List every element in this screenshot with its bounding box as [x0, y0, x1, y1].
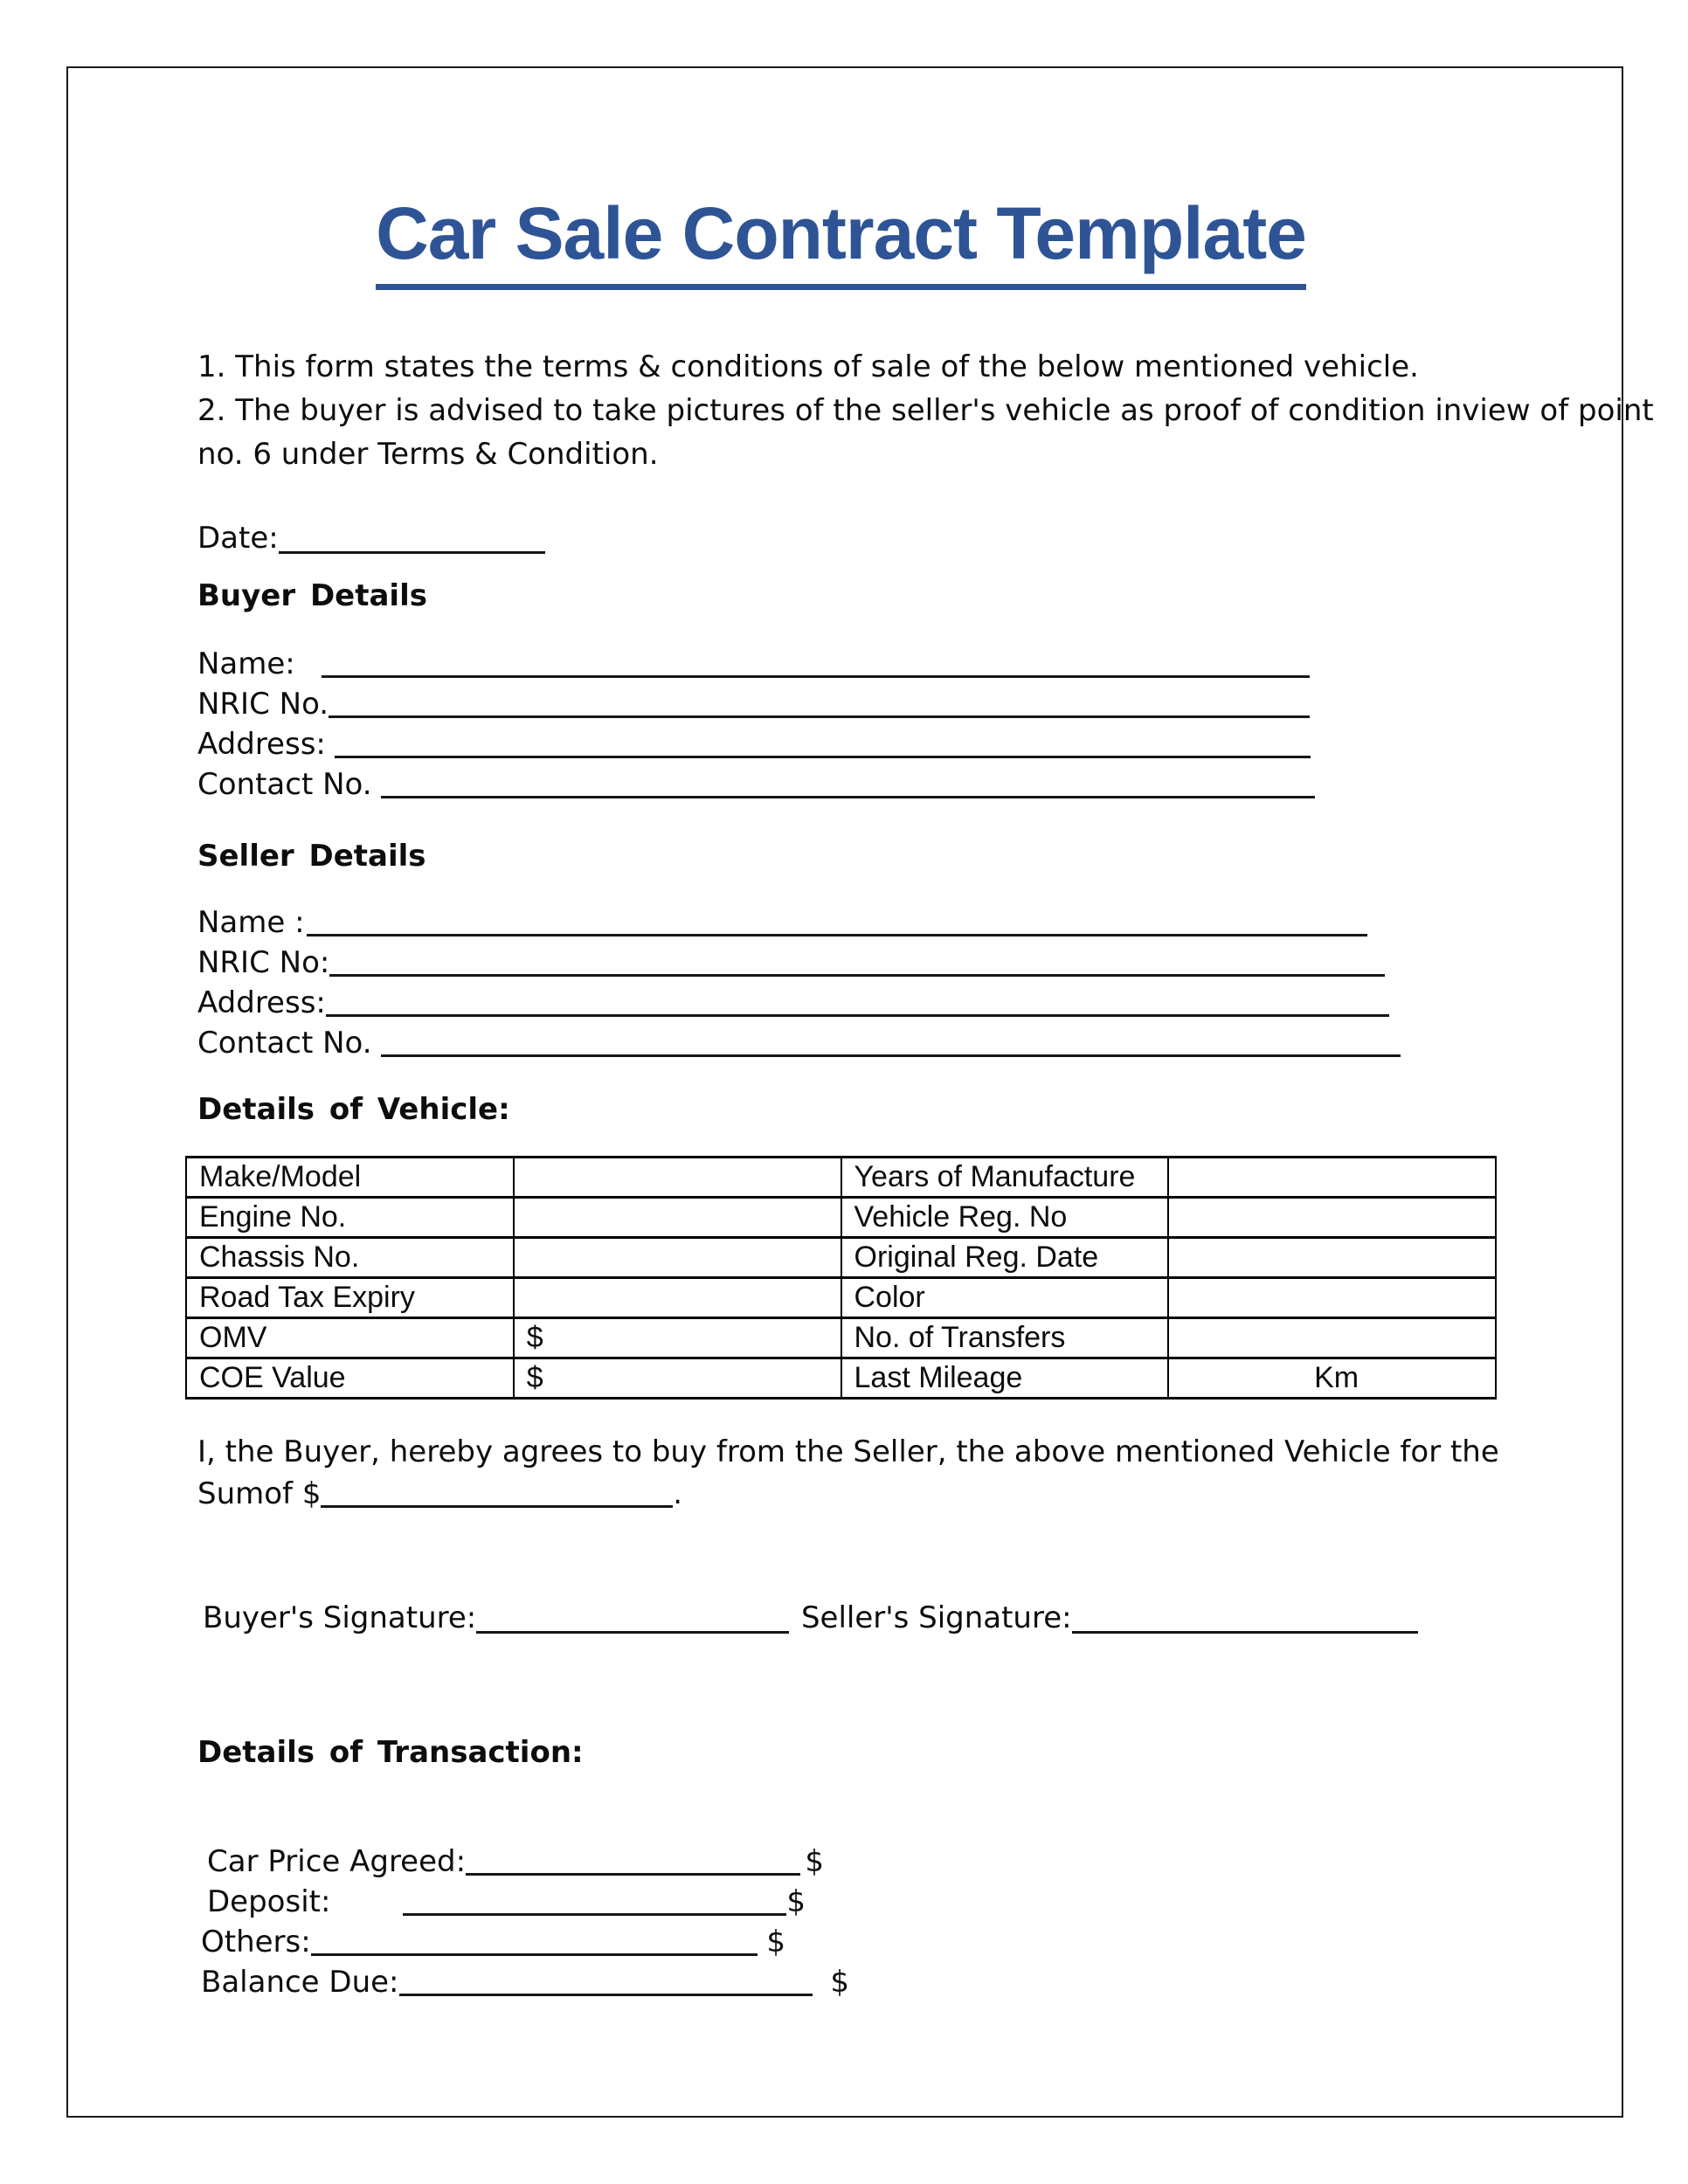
vehicle-details-table	[185, 1156, 1497, 1400]
vehicle-reg-no-label: Vehicle Reg. No	[841, 1198, 1169, 1238]
buyer-signature-input-line[interactable]	[476, 1596, 789, 1634]
buyer-fields	[185, 644, 1497, 805]
others-input-line[interactable]	[311, 1922, 758, 1956]
intro-item-2-line-1: 2. The buyer is advised to take pictures of the seller's vehicle as proof of condition inview of point	[197, 393, 1654, 428]
buyer-name-input-line[interactable]	[322, 644, 1310, 678]
seller-contact-input-line[interactable]	[381, 1023, 1401, 1057]
vehicle-chassis-label: Chassis No.	[186, 1238, 514, 1278]
seller-contact-label: Contact No.	[197, 1026, 372, 1061]
sum-input-line[interactable]	[321, 1473, 673, 1508]
balance-due-label: Balance Due:	[201, 1965, 399, 2000]
agreement-sum-row	[197, 1473, 682, 1515]
seller-address-row	[197, 983, 1389, 1023]
table-row	[186, 1198, 1496, 1238]
buyer-name-label: Name:	[197, 646, 295, 681]
vehicle-color-label: Color	[841, 1278, 1169, 1318]
deposit-row	[185, 1882, 806, 1922]
vehicle-engine-label: Engine No.	[186, 1198, 514, 1238]
seller-nric-row	[197, 943, 1385, 983]
car-price-row	[185, 1842, 824, 1882]
vehicle-road-tax-label: Road Tax Expiry	[186, 1278, 514, 1318]
vehicle-reg-no-value-cell[interactable]	[1168, 1198, 1496, 1238]
seller-contact-row	[197, 1023, 1401, 1063]
seller-name-label: Name :	[197, 905, 305, 940]
vehicle-make-model-value-cell[interactable]	[514, 1158, 841, 1198]
others-label: Others:	[201, 1925, 311, 1959]
seller-signature-label: Seller's Signature:	[800, 1600, 1072, 1635]
intro-item-1: 1. This form states the terms & conditions of sale of the below mentioned vehicle.	[197, 349, 1419, 384]
seller-signature-input-line[interactable]	[1072, 1596, 1418, 1634]
vehicle-year-label: Years of Manufacture	[841, 1158, 1169, 1198]
buyer-address-label: Address:	[197, 727, 326, 762]
vehicle-color-value-cell[interactable]	[1168, 1278, 1496, 1318]
vehicle-engine-value-cell[interactable]	[514, 1198, 841, 1238]
others-row	[185, 1922, 785, 1962]
buyer-address-input-line[interactable]	[335, 724, 1311, 758]
balance-due-currency: $	[830, 1965, 849, 2000]
agreement-statement	[185, 1431, 1497, 1515]
table-row	[186, 1278, 1496, 1318]
balance-due-row	[185, 1962, 849, 2002]
others-currency: $	[766, 1925, 785, 1959]
contract-content	[185, 0, 1654, 2002]
agreement-line-1: I, the Buyer, hereby agrees to buy from the Seller, the above mentioned Vehicle for the	[197, 1434, 1499, 1469]
car-price-label: Car Price Agreed:	[207, 1844, 467, 1879]
buyer-address-row	[197, 724, 1311, 764]
vehicle-mileage-value-cell[interactable]: Km	[1168, 1358, 1496, 1399]
sum-period: .	[673, 1476, 682, 1511]
date-row	[185, 516, 545, 560]
intro-notes	[185, 345, 1654, 476]
car-price-currency: $	[805, 1844, 824, 1879]
buyer-contact-input-line[interactable]	[381, 764, 1315, 798]
vehicle-orig-reg-date-value-cell[interactable]	[1168, 1238, 1496, 1278]
deposit-gap	[330, 1882, 403, 1922]
vehicle-year-value-cell[interactable]	[1168, 1158, 1496, 1198]
seller-address-label: Address:	[197, 985, 326, 1020]
buyer-details-heading: Buyer Details	[197, 578, 427, 613]
seller-nric-input-line[interactable]	[329, 943, 1385, 977]
seller-name-row	[197, 902, 1367, 943]
seller-address-input-line[interactable]	[326, 983, 1389, 1017]
buyer-signature-label: Buyer's Signature:	[203, 1600, 477, 1635]
transaction-details-heading: Details of Transaction:	[197, 1735, 584, 1770]
seller-details-heading: Seller Details	[197, 839, 426, 874]
vehicle-make-model-label: Make/Model	[186, 1158, 514, 1198]
vehicle-transfers-label: No. of Transfers	[841, 1318, 1169, 1358]
buyer-contact-row	[197, 764, 1315, 805]
page-title: Car Sale Contract Template	[376, 197, 1306, 290]
sum-label: Sumof $	[197, 1476, 322, 1511]
car-price-input-line[interactable]	[466, 1842, 800, 1876]
table-row	[186, 1358, 1496, 1399]
intro-item-2-line-2: no. 6 under Terms & Condition.	[197, 437, 659, 472]
table-row	[186, 1158, 1496, 1198]
buyer-nric-input-line[interactable]	[329, 684, 1310, 718]
buyer-nric-row	[197, 684, 1310, 724]
vehicle-transfers-value-cell[interactable]	[1168, 1318, 1496, 1358]
vehicle-orig-reg-date-label: Original Reg. Date	[841, 1238, 1169, 1278]
vehicle-details-heading: Details of Vehicle:	[197, 1092, 510, 1127]
seller-nric-label: NRIC No:	[197, 945, 330, 980]
balance-due-input-line[interactable]	[399, 1962, 813, 1996]
deposit-label: Deposit:	[207, 1884, 331, 1919]
date-input-line[interactable]	[279, 516, 545, 554]
buyer-nric-label: NRIC No.	[197, 687, 329, 722]
title-wrap	[185, 192, 1497, 290]
buyer-name-row	[197, 644, 1310, 684]
seller-fields	[185, 902, 1497, 1063]
table-row	[186, 1238, 1496, 1278]
vehicle-chassis-value-cell[interactable]	[514, 1238, 841, 1278]
vehicle-road-tax-value-cell[interactable]	[514, 1278, 841, 1318]
seller-name-input-line[interactable]	[307, 902, 1367, 936]
vehicle-omv-value-cell[interactable]: $	[514, 1318, 841, 1358]
vehicle-coe-value-cell[interactable]: $	[514, 1358, 841, 1399]
vehicle-omv-label: OMV	[186, 1318, 514, 1358]
deposit-input-line[interactable]	[403, 1882, 786, 1916]
signatures-row	[185, 1596, 1418, 1640]
transaction-fields	[185, 1842, 1497, 2002]
deposit-currency: $	[786, 1884, 806, 1919]
buyer-contact-label: Contact No.	[197, 767, 372, 802]
table-row	[186, 1318, 1496, 1358]
vehicle-coe-label: COE Value	[186, 1358, 514, 1399]
vehicle-mileage-label: Last Mileage	[841, 1358, 1169, 1399]
date-label: Date:	[197, 521, 279, 556]
